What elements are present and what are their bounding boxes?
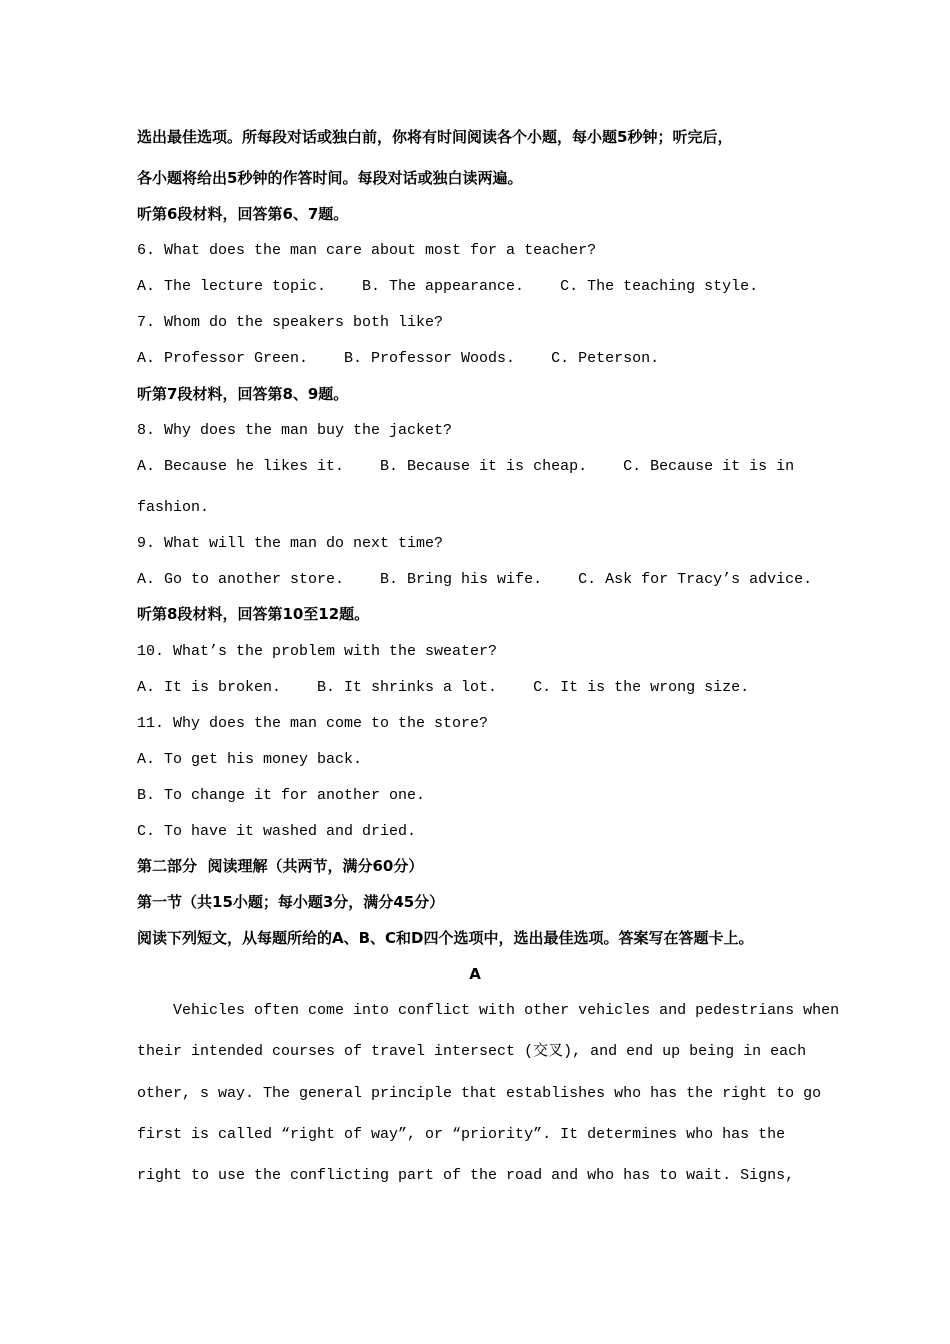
part-two-heading: 第二部分 阅读理解（共两节，满分60分） xyxy=(137,857,424,875)
question-11: 11. Why does the man come to the store? xyxy=(137,715,489,732)
option-11-c: C. To have it washed and dried. xyxy=(137,823,417,840)
option-11-a: A. To get his money back. xyxy=(137,751,363,768)
options-9: A. Go to another store. B. Bring his wife. C. Ask for Tracy’s advice. xyxy=(137,571,813,588)
section-heading-7: 听第7段材料，回答第8、9题。 xyxy=(137,385,349,403)
options-8: A. Because he likes it. B. Because it is cheap. C. Because it is in xyxy=(137,458,795,475)
instruction-line-2: 各小题将给出5秒钟的作答时间。每段对话或独白读两遍。 xyxy=(137,169,523,187)
section-heading-6: 听第6段材料，回答第6、7题。 xyxy=(137,205,349,223)
section-heading-8: 听第8段材料，回答第10至12题。 xyxy=(137,605,370,623)
passage-label: A xyxy=(469,965,481,983)
question-6: 6. What does the man care about most for a teacher? xyxy=(137,242,597,259)
question-7: 7. Whom do the speakers both like? xyxy=(137,314,444,331)
option-11-b: B. To change it for another one. xyxy=(137,787,426,804)
section-one-heading: 第一节（共15小题；每小题3分，满分45分） xyxy=(137,893,445,911)
passage-line-1: Vehicles often come into conflict with other vehicles and pedestrians when xyxy=(137,1002,840,1019)
passage-line-4: first is called “right of way”, or “priority”. It determines who has the xyxy=(137,1126,786,1143)
options-6: A. The lecture topic. B. The appearance. C. The teaching style. xyxy=(137,278,759,295)
question-8: 8. Why does the man buy the jacket? xyxy=(137,422,453,439)
question-10: 10. What’s the problem with the sweater? xyxy=(137,643,498,660)
question-9: 9. What will the man do next time? xyxy=(137,535,444,552)
options-8-continued: fashion. xyxy=(137,499,210,516)
options-7: A. Professor Green. B. Professor Woods. C. Peterson. xyxy=(137,350,660,367)
instruction-line-1: 选出最佳选项。所每段对话或独白前，你将有时间阅读各个小题，每小题5秒钟；听完后， xyxy=(137,128,733,146)
options-10: A. It is broken. B. It shrinks a lot. C. It is the wrong size. xyxy=(137,679,750,696)
passage-line-3: other, s way. The general principle that establishes who has the right to go xyxy=(137,1085,822,1102)
reading-instruction: 阅读下列短文，从每题所给的A、B、C和D四个选项中，选出最佳选项。答案写在答题卡上。 xyxy=(137,929,754,947)
passage-line-5: right to use the conflicting part of the road and who has to wait. Signs, xyxy=(137,1167,795,1184)
passage-line-2: their intended courses of travel intersect (交叉), and end up being in each xyxy=(137,1043,807,1060)
